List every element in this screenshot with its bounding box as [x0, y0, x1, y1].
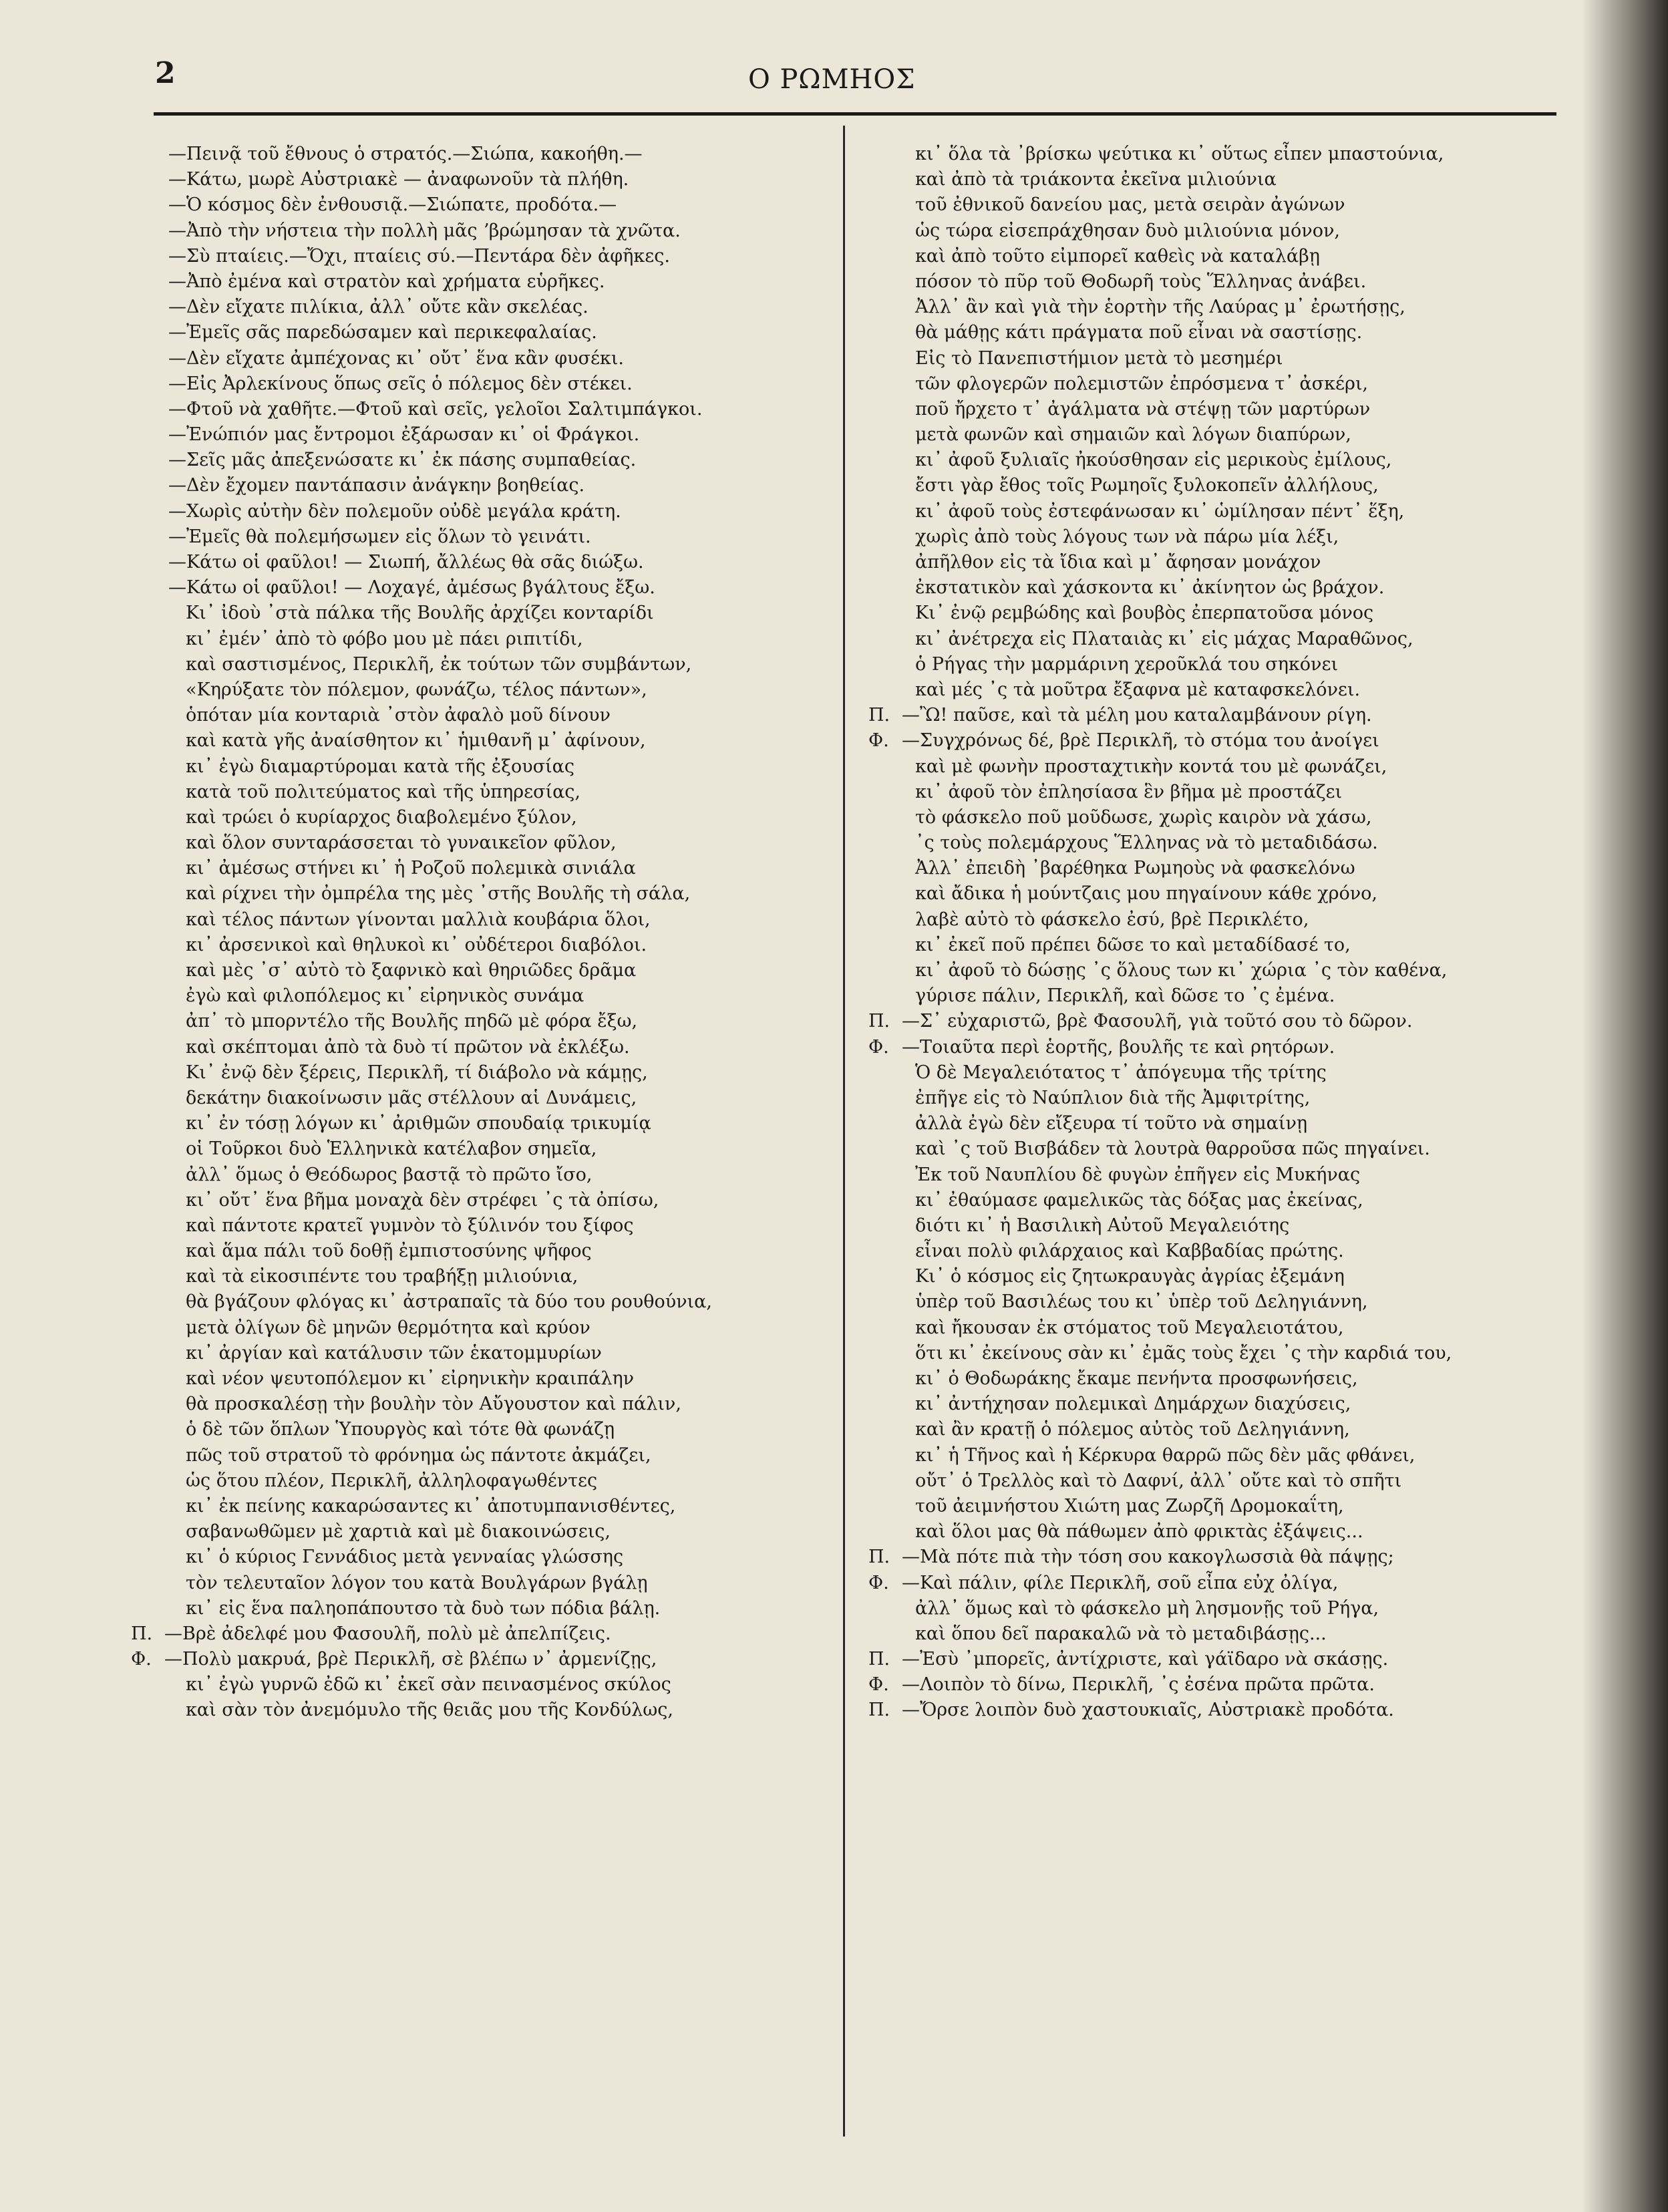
speaker-label: Π.: [131, 1623, 153, 1644]
verse-text: κι᾽ ἐκ πείνης κακαρώσαντες κι᾽ ἀποτυμπανισθέντες,: [186, 1495, 676, 1517]
verse-line: [131, 1545, 835, 1570]
verse-text: —Καὶ πάλιν, φίλε Περικλῆ, σοῦ εἶπα εὐχ ὀλίγα,: [902, 1572, 1339, 1593]
verse-text: —Σεῖς μᾶς ἀπεξενώσατε κι᾽ ἐκ πάσης συμπαθείας.: [168, 450, 637, 471]
verse-text: —Ὁ κόσμος δὲν ἐνθουσιᾷ.—Σιώπατε, προδότα.—: [168, 194, 617, 216]
verse-text: —Φτοῦ νὰ χαθῆτε.—Φτοῦ καὶ σεῖς, γελοῖοι Σαλτιμπάγκοι.: [168, 398, 703, 420]
verse-line: [868, 627, 1556, 652]
verse-text: —Εἰς Ἀρλεκίνους ὅπως σεῖς ὁ πόλεμος δὲν στέκει.: [168, 373, 633, 394]
verse-line: [868, 448, 1556, 473]
verse-text: ὅτι κι᾽ ἐκείνους σὰν κι᾽ ἐμᾶς τοὺς ἔχει ᾽ς τὴν καρδιά του,: [915, 1342, 1452, 1364]
verse-text: κι᾽ ἀφοῦ τὸν ἐπλησίασα ἓν βῆμα μὲ προστάζει: [915, 781, 1343, 802]
verse-line: [131, 1136, 835, 1162]
verse-text: —Δὲν εἴχατε ἀμπέχονας κι᾽ οὔτ᾽ ἕνα κἂν φυσέκι.: [168, 347, 624, 369]
verse-text: καὶ μές ᾽ς τὰ μοῦτρα ἔξαφνα μὲ καταφσκελόνει.: [915, 679, 1361, 700]
verse-line: [131, 1239, 835, 1264]
verse-line: [131, 830, 835, 856]
right-column: [868, 142, 1556, 1724]
verse-text: ὡς ὅτου πλέον, Περικλῆ, ἀλληλοφαγωθέντες: [186, 1470, 598, 1491]
verse-line: [131, 499, 835, 524]
verse-line: [868, 677, 1556, 703]
speaker-label: Π.: [868, 1700, 890, 1721]
page-number: 2: [155, 56, 176, 90]
verse-line: [131, 524, 835, 550]
verse-line: [868, 218, 1556, 244]
verse-line: [131, 1009, 835, 1034]
verse-text: Ὁ δὲ Μεγαλειότατος τ᾽ ἀπόγευμα τῆς τρίτης: [915, 1062, 1327, 1083]
verse-text: ὁπόταν μία κονταριὰ ᾽στὸν ἀφαλὸ μοῦ δίνουν: [186, 705, 611, 726]
verse-line: [131, 1162, 835, 1188]
verse-line: [868, 295, 1556, 320]
verse-text: καὶ τρώει ὁ κυρίαρχος διαβολεμένο ξύλον,: [186, 806, 577, 828]
verse-text: —Ἀπὸ ἐμένα καὶ στρατὸν καὶ χρήματα εὑρῆκες.: [168, 271, 605, 292]
verse-text: —Ὄρσε λοιπὸν δυὸ χαστουκιαῖς, Αὐστριακὲ προδότα.: [902, 1700, 1394, 1721]
verse-text: κι᾽ ἐμέν᾽ ἀπὸ τὸ φόβο μου μὲ πάει ριπιτίδι,: [186, 628, 583, 649]
verse-line: [131, 1494, 835, 1519]
verse-text: κι᾽ ἐγὼ γυρνῶ ἐδῶ κι᾽ ἐκεῖ σὰν πεινασμένος σκύλος: [186, 1674, 671, 1696]
verse-line: [131, 167, 835, 192]
verse-text: τὸν τελευταῖον λόγον του κατὰ Βουλγάρων βγάλῃ: [186, 1572, 648, 1593]
verse-line: [868, 652, 1556, 677]
verse-line: [131, 1111, 835, 1136]
verse-line: [868, 346, 1556, 371]
verse-line: [131, 371, 835, 397]
verse-text: καὶ ἂν κρατῇ ὁ πόλεμος αὐτὸς τοῦ Δεληγιάννη,: [915, 1419, 1350, 1440]
verse-text: ὁ δὲ τῶν ὅπλων Ὑπουργὸς καὶ τότε θὰ φωνάζῃ: [186, 1419, 615, 1440]
verse-text: —Ἐσὺ ᾽μπορεῖς, ἀντίχριστε, καὶ γάϊδαρο νὰ σκάσῃς.: [902, 1649, 1389, 1670]
verse-line: [868, 1188, 1556, 1213]
verse-text: καὶ τέλος πάντων γίνονται μαλλιὰ κουβάρια ὅλοι,: [186, 909, 651, 930]
verse-line: [131, 677, 835, 703]
verse-line: [131, 1341, 835, 1366]
verse-text: κι᾽ ἀντήχησαν πολεμικαὶ Δημάρχων διαχύσεις,: [915, 1394, 1351, 1415]
speaker-label: Φ.: [868, 730, 889, 752]
verse-text: θὰ βγάζουν φλόγας κι᾽ ἀστραπαῖς τὰ δύο του ρουθούνια,: [186, 1291, 712, 1313]
verse-text: —Λοιπὸν τὸ δίνω, Περικλῆ, ᾽ς ἐσένα πρῶτα πρῶτα.: [902, 1674, 1375, 1696]
verse-text: κι᾽ ἡ Τῆνος καὶ ἡ Κέρκυρα θαρρῶ πῶς δὲν μᾶς φθάνει,: [915, 1444, 1415, 1466]
verse-text: —Πεινᾷ τοῦ ἔθνους ὁ στρατός.—Σιώπα, κακοήθη.—: [168, 144, 643, 164]
verse-text: κι᾽ ἐθαύμασε φαμελικῶς τὰς δόξας μας ἐκείνας,: [915, 1189, 1363, 1211]
verse-line: [131, 422, 835, 448]
verse-text: καὶ σκέπτομαι ἀπὸ τὰ δυὸ τί πρῶτον νὰ ἐκλέξω.: [186, 1036, 630, 1058]
verse-text: —Πολὺ μακρυά, βρὲ Περικλῆ, σὲ βλέπω ν᾽ ἀρμενίζῃς,: [164, 1649, 657, 1670]
verse-text: Κι᾽ ἰδοὺ ᾽στὰ πάλκα τῆς Βουλῆς ἀρχίζει κονταρίδι: [186, 603, 654, 624]
verse-text: καὶ ἅμα πάλι τοῦ δοθῇ ἐμπιστοσύνης ψῆφος: [186, 1241, 592, 1262]
verse-line: [131, 1672, 835, 1698]
verse-line: [868, 1086, 1556, 1111]
verse-line: [868, 728, 1556, 754]
verse-line: [868, 1009, 1556, 1034]
verse-line: [868, 397, 1556, 422]
verse-text: Ἀλλ᾽ ἂν καὶ γιὰ τὴν ἑορτὴν τῆς Λαύρας μ᾽ ἐρωτήσῃς,: [915, 297, 1405, 318]
verse-text: σαβανωθῶμεν μὲ χαρτιὰ καὶ μὲ διακοινώσεις,: [186, 1521, 611, 1543]
verse-line: [868, 983, 1556, 1009]
verse-line: [868, 1136, 1556, 1162]
verse-text: καὶ ὅλον συνταράσσεται τὸ γυναικεῖον φῦλον,: [186, 832, 617, 854]
verse-line: [868, 1519, 1556, 1545]
verse-text: —Δὲν εἴχατε πιλίκια, ἀλλ᾽ οὔτε κἂν σκελέας.: [168, 297, 589, 318]
verse-line: [868, 805, 1556, 830]
verse-text: Ἐκ τοῦ Ναυπλίου δὲ φυγὼν ἐπῆγεν εἰς Μυκήνας: [915, 1164, 1361, 1185]
verse-text: —Ὢ! παῦσε, καὶ τὰ μέλη μου καταλαμβάνουν ρίγη.: [902, 705, 1372, 726]
verse-text: Κι᾽ ὁ κόσμος εἰς ζητωκραυγὰς ἀγρίας ἐξεμάνη: [915, 1266, 1345, 1287]
verse-text: πόσον τὸ πῦρ τοῦ Θοδωρῆ τοὺς Ἕλληνας ἀνάβει.: [915, 271, 1367, 292]
verse-line: [868, 473, 1556, 498]
verse-line: [868, 1341, 1556, 1366]
verse-line: [868, 958, 1556, 983]
verse-text: κι᾽ εἰς ἕνα παληοπάπουτσο τὰ δυὸ των πόδια βάλῃ.: [186, 1597, 661, 1619]
verse-text: οἱ Τοῦρκοι δυὸ Ἑλληνικὰ κατέλαβον σημεῖα,: [186, 1138, 597, 1160]
verse-text: —Χωρὶς αὐτὴν δὲν πολεμοῦν οὐδὲ μεγάλα κράτη.: [168, 500, 621, 522]
verse-line: [131, 1519, 835, 1545]
verse-line: [868, 269, 1556, 295]
verse-line: [868, 1698, 1556, 1723]
verse-line: [868, 1672, 1556, 1698]
verse-text: εἶναι πολὺ φιλάρχαιος καὶ Καββαδίας πρώτης.: [915, 1241, 1344, 1262]
verse-line: [868, 1392, 1556, 1417]
verse-line: [131, 805, 835, 830]
verse-text: ἀπῆλθον εἰς τὰ ἴδια καὶ μ᾽ ἄφησαν μονάχον: [915, 552, 1321, 573]
verse-text: —Βρὲ ἀδελφέ μου Φασουλῆ, πολὺ μὲ ἀπελπίζεις.: [164, 1623, 611, 1644]
verse-text: ἀπ᾽ τὸ μπορντέλο τῆς Βουλῆς πηδῶ μὲ φόρα ἔξω,: [186, 1011, 638, 1032]
verse-text: καὶ ἀπὸ τὰ τριάκοντα ἐκεῖνα μιλιούνια: [915, 169, 1277, 190]
speaker-label: Φ.: [868, 1572, 889, 1593]
verse-text: μετὰ ὀλίγων δὲ μηνῶν θερμότητα καὶ κρύον: [186, 1317, 591, 1338]
verse-text: κι᾽ ἀρσενικοὶ καὶ θηλυκοὶ κι᾽ οὐδέτεροι διαβόλοι.: [186, 934, 647, 955]
verse-text: Κι᾽ ἐνῷ ρεμβώδης καὶ βουβὸς ἐπερπατοῦσα μόνος: [915, 603, 1374, 624]
verse-line: [131, 1366, 835, 1392]
verse-line: [868, 371, 1556, 397]
verse-line: [868, 422, 1556, 448]
verse-line: [868, 703, 1556, 728]
verse-line: [131, 856, 835, 881]
verse-text: καὶ σὰν τὸν ἀνεμόμυλο τῆς θειᾶς μου τῆς Κονδύλως,: [186, 1700, 674, 1721]
verse-line: [131, 397, 835, 422]
speaker-label: Φ.: [868, 1036, 889, 1058]
verse-text: κι᾽ ἀμέσως στήνει κι᾽ ἡ Ροζοῦ πολεμικὰ σινιάλα: [186, 858, 636, 879]
verse-line: [131, 1035, 835, 1060]
verse-line: [868, 320, 1556, 345]
verse-line: [131, 627, 835, 652]
verse-text: —Κάτω οἱ φαῦλοι! — Λοχαγέ, ἀμέσως βγάλτους ἔξω.: [168, 577, 655, 599]
verse-text: ὡς τώρα εἰσεπράχθησαν δυὸ μιλιούνια μόνον,: [915, 220, 1340, 241]
verse-text: κι᾽ ἀφοῦ τὸ δώσῃς ᾽ς ὅλους των κι᾽ χώρια ᾽ς τὸν καθένα,: [915, 960, 1448, 981]
verse-text: καὶ ᾽ς τοῦ Βισβάδεν τὰ λουτρὰ θαρροῦσα πῶς πηγαίνει.: [915, 1138, 1430, 1160]
verse-text: ἀλλ᾽ ὅμως καὶ τὸ φάσκελο μὴ λησμονῇς τοῦ Ρήγα,: [915, 1597, 1379, 1619]
verse-line: [131, 728, 835, 754]
verse-text: ἐπῆγε εἰς τὸ Ναύπλιον διὰ τῆς Ἀμφιτρίτης,: [915, 1087, 1311, 1108]
verse-text: —Σὺ πταίεις.—Ὄχι, πταίεις σύ.—Πεντάρα δὲν ἀφῆκες.: [168, 245, 670, 267]
verse-text: κι᾽ ἀφοῦ ξυλιαῖς ἠκούσθησαν εἰς μερικοὺς ἐμίλους,: [915, 450, 1392, 471]
verse-text: —Κάτω οἱ φαῦλοι! — Σιωπή, ἄλλέως θὰ σᾶς διώξω.: [168, 552, 644, 573]
verse-line: [131, 218, 835, 244]
verse-line: [131, 1443, 835, 1468]
verse-line: [131, 754, 835, 780]
column-divider: [843, 126, 845, 2137]
verse-line: [868, 1111, 1556, 1136]
verse-text: τῶν φλογερῶν πολεμιστῶν ἐπρόσμενα τ᾽ ἀσκέρι,: [915, 373, 1368, 394]
verse-text: χωρὶς ἀπὸ τοὺς λόγους των νὰ πάρω μία λέξι,: [915, 526, 1339, 547]
verse-text: καὶ μὲς ᾽σ᾽ αὐτὸ τὸ ξαφνικὸ καὶ θηριῶδες δρᾶμα: [186, 960, 637, 981]
verse-text: τοῦ ἀειμνήστου Χιώτη μας Ζωρζῆ Δρομοκαΐτη,: [915, 1495, 1344, 1517]
verse-text: κι᾽ ἐν τόσῃ λόγων κι᾽ ἀριθμῶν σπουδαίᾳ τρικυμίᾳ: [186, 1113, 651, 1134]
verse-text: —Κάτω, μωρὲ Αὐστριακὲ — ἀναφωνοῦν τὰ πλήθη.: [168, 169, 629, 190]
left-column: [131, 142, 835, 1724]
verse-text: καὶ τὰ εἰκοσιπέντε του τραβήξῃ μιλιούνια,: [186, 1266, 578, 1287]
verse-text: πῶς τοῦ στρατοῦ τὸ φρόνημα ὡς πάντοτε ἀκμάζει,: [186, 1444, 651, 1466]
verse-text: δεκάτην διακοίνωσιν μᾶς στέλλουν αἱ Δυνάμεις,: [186, 1087, 637, 1108]
verse-line: [868, 575, 1556, 601]
verse-text: Εἰς τὸ Πανεπιστήμιον μετὰ τὸ μεσημέρι: [915, 347, 1283, 369]
verse-line: [868, 1035, 1556, 1060]
verse-line: [868, 1060, 1556, 1086]
speaker-label: Φ.: [868, 1674, 889, 1696]
verse-text: —Ἐνώπιόν μας ἔντρομοι ἐξάρωσαν κι᾽ οἱ Φράγκοι.: [168, 424, 640, 446]
verse-text: καὶ ἤκουσαν ἐκ στόματος τοῦ Μεγαλειοτάτου,: [915, 1317, 1344, 1338]
verse-line: [131, 473, 835, 498]
verse-line: [131, 192, 835, 218]
verse-text: καὶ μὲ φωνὴν προσταχτικὴν κοντά του μὲ φωνάζει,: [915, 756, 1387, 777]
verse-text: τὸ φάσκελο ποῦ μοῦδωσε, χωρὶς καιρὸν νὰ χάσω,: [915, 806, 1372, 828]
verse-line: [868, 1417, 1556, 1442]
verse-line: [868, 601, 1556, 626]
verse-text: —Σ᾽ εὐχαριστῶ, βρὲ Φασουλῆ, γιὰ τοῦτό σου τὸ δῶρον.: [902, 1011, 1413, 1032]
verse-line: [131, 550, 835, 575]
verse-line: [131, 1086, 835, 1111]
verse-text: κι᾽ ὁ κύριος Γεννάδιος μετὰ γενναίας γλώσσης: [186, 1547, 624, 1568]
verse-text: διότι κι᾽ ἡ Βασιλικὴ Αὐτοῦ Μεγαλειότης: [915, 1215, 1290, 1236]
verse-text: —Συγχρόνως δέ, βρὲ Περικλῆ, τὸ στόμα του ἀνοίγει: [902, 730, 1379, 752]
speaker-label: Π.: [868, 1649, 890, 1670]
verse-line: [131, 780, 835, 805]
verse-line: [131, 1621, 835, 1647]
verse-text: κι᾽ ἐγὼ διαμαρτύρομαι κατὰ τῆς ἐξουσίας: [186, 756, 575, 777]
verse-line: [131, 1213, 835, 1239]
verse-text: ἐγὼ καὶ φιλοπόλεμος κι᾽ εἰρηνικὸς συνάμα: [186, 985, 585, 1007]
masthead-title: Ο ΡΩΜΗΟΣ: [748, 64, 916, 95]
verse-text: ὑπὲρ τοῦ Βασιλέως του κι᾽ ὑπὲρ τοῦ Δεληγιάννη,: [915, 1291, 1368, 1313]
binding-shadow: [1581, 0, 1668, 2212]
verse-text: Κι᾽ ἐνῷ δὲν ξέρεις, Περικλῆ, τί διάβολο νὰ κάμῃς,: [186, 1062, 648, 1083]
verse-line: [131, 933, 835, 958]
verse-line: [131, 244, 835, 269]
verse-line: [868, 1366, 1556, 1392]
verse-line: [868, 1443, 1556, 1468]
verse-text: λαβὲ αὐτὸ τὸ φάσκελο ἐσύ, βρὲ Περικλέτο,: [915, 909, 1309, 930]
verse-text: κι᾽ ἀνέτρεχα εἰς Πλαταιὰς κι᾽ εἰς μάχας Μαραθῶνος,: [915, 628, 1413, 649]
verse-text: οὔτ᾽ ὁ Τρελλὸς καὶ τὸ Δαφνί, ἀλλ᾽ οὔτε καὶ τὸ σπῆτι: [915, 1470, 1402, 1491]
speaker-label: Π.: [868, 1011, 890, 1032]
verse-line: [131, 320, 835, 345]
verse-line: [131, 1571, 835, 1596]
verse-line: [868, 1494, 1556, 1519]
verse-line: [131, 295, 835, 320]
verse-text: ἀλλὰ ἐγὼ δὲν εἴξευρα τί τοῦτο νὰ σημαίνῃ: [915, 1113, 1308, 1134]
verse-line: [868, 550, 1556, 575]
verse-text: Ἀλλ᾽ ἐπειδὴ ᾽βαρέθηκα Ρωμηοὺς νὰ φασκελόνω: [915, 858, 1355, 879]
verse-line: [868, 1647, 1556, 1672]
verse-line: [868, 1264, 1556, 1289]
verse-line: [131, 1468, 835, 1494]
verse-line: [131, 1188, 835, 1213]
verse-line: [868, 1239, 1556, 1264]
verse-line: [868, 881, 1556, 907]
header-rule: [154, 112, 1556, 116]
verse-text: κι᾽ ἀργίαν καὶ κατάλυσιν τῶν ἑκατομμυρίων: [186, 1342, 602, 1364]
verse-text: θὰ προσκαλέσῃ τὴν βουλὴν τὸν Αὔγουστον καὶ πάλιν,: [186, 1394, 681, 1415]
verse-text: ᾽ς τοὺς πολεμάρχους Ἕλληνας νὰ τὸ μεταδιδάσω.: [915, 832, 1378, 854]
verse-text: κι᾽ ὁ Θοδωράκης ἔκαμε πενήντα προσφωνήσεις,: [915, 1368, 1358, 1389]
verse-text: καὶ ὅλοι μας θὰ πάθωμεν ἀπὸ φρικτὰς ἐξάψεις...: [915, 1521, 1363, 1543]
verse-text: ποῦ ἤρχετο τ᾽ ἀγάλματα νὰ στέψῃ τῶν μαρτύρων: [915, 398, 1371, 420]
verse-line: [868, 1571, 1556, 1596]
verse-line: [131, 1698, 835, 1723]
verse-text: τοῦ ἐθνικοῦ δανείου μας, μετὰ σειρὰν ἀγώνων: [915, 194, 1345, 216]
verse-text: —Ἐμεῖς σᾶς παρεδώσαμεν καὶ περικεφαλαίας.: [168, 322, 597, 343]
verse-line: [868, 192, 1556, 218]
verse-line: [868, 856, 1556, 881]
verse-line: [131, 1596, 835, 1621]
verse-text: —Ἐμεῖς θὰ πολεμήσωμεν εἰς ὅλων τὸ γεινάτι.: [168, 526, 591, 547]
verse-line: [131, 983, 835, 1009]
verse-line: [868, 1162, 1556, 1188]
verse-line: [131, 142, 835, 167]
verse-line: [131, 1315, 835, 1341]
verse-line: [868, 1468, 1556, 1494]
verse-text: γύρισε πάλιν, Περικλῆ, καὶ δῶσε το ᾽ς ἐμένα.: [915, 985, 1335, 1007]
verse-text: ἐκστατικὸν καὶ χάσκοντα κι᾽ ἀκίνητον ὡς βράχον.: [915, 577, 1385, 599]
verse-line: [131, 1647, 835, 1672]
verse-text: καὶ ρίχνει τὴν ὀμπρέλα της μὲς ᾽στῆς Βουλῆς τὴ σάλα,: [186, 883, 691, 905]
verse-line: [131, 1060, 835, 1086]
verse-text: κι᾽ ἐκεῖ ποῦ πρέπει δῶσε το καὶ μεταδίδασέ το,: [915, 934, 1351, 955]
verse-line: [131, 881, 835, 907]
verse-text: καὶ σαστισμένος, Περικλῆ, ἐκ τούτων τῶν συμβάντων,: [186, 653, 692, 675]
verse-line: [131, 1289, 835, 1315]
verse-text: κι᾽ ἀφοῦ τοὺς ἐστεφάνωσαν κι᾽ ὡμίλησαν πέντ᾽ ἕξη,: [915, 500, 1405, 522]
verse-line: [131, 907, 835, 933]
verse-line: [868, 142, 1556, 167]
verse-line: [868, 1213, 1556, 1239]
verse-text: ὁ Ρήγας τὴν μαρμάρινη χεροῦκλά του σηκόνει: [915, 653, 1339, 675]
verse-text: —Δὲν ἔχομεν παντάπασιν ἀνάγκην βοηθείας.: [168, 475, 585, 496]
verse-line: [131, 269, 835, 295]
verse-line: [868, 754, 1556, 780]
verse-line: [131, 1392, 835, 1417]
verse-text: κι᾽ ὅλα τὰ ᾽βρίσκω ψεύτικα κι᾽ οὕτως εἶπεν μπαστούνια,: [915, 144, 1444, 164]
verse-text: καὶ κατὰ γῆς ἀναίσθητον κι᾽ ἡμιθανῆ μ᾽ ἀφίνουν,: [186, 730, 646, 752]
verse-line: [131, 346, 835, 371]
verse-text: καὶ ἀπὸ τοῦτο εἰμπορεῖ καθεὶς νὰ καταλάβῃ: [915, 245, 1320, 267]
verse-text: «Κηρύξατε τὸν πόλεμον, φωνάζω, τέλος πάντων»,: [186, 679, 647, 700]
speaker-label: Π.: [868, 1547, 890, 1568]
verse-text: καὶ πάντοτε κρατεῖ γυμνὸν τὸ ξύλινόν του ξίφος: [186, 1215, 634, 1236]
verse-text: μετὰ φωνῶν καὶ σημαιῶν καὶ λόγων διαπύρων,: [915, 424, 1351, 446]
verse-line: [131, 1264, 835, 1289]
verse-text: ἔστι γὰρ ἔθος τοῖς Ρωμηοῖς ξυλοκοπεῖν ἀλλήλους,: [915, 475, 1379, 496]
verse-line: [868, 933, 1556, 958]
verse-line: [131, 601, 835, 626]
speaker-label: Π.: [868, 705, 890, 726]
verse-line: [131, 958, 835, 983]
speaker-label: Φ.: [131, 1649, 152, 1670]
verse-text: κι᾽ οὔτ᾽ ἕνα βῆμα μοναχὰ δὲν στρέφει ᾽ς τὰ ὀπίσω,: [186, 1189, 659, 1211]
verse-text: καὶ ἄδικα ἡ μούντζαις μου πηγαίνουν κάθε χρόνο,: [915, 883, 1377, 905]
verse-line: [868, 907, 1556, 933]
verse-line: [131, 1417, 835, 1442]
verse-line: [131, 575, 835, 601]
verse-line: [868, 780, 1556, 805]
verse-text: ἀλλ᾽ ὅμως ὁ Θεόδωρος βαστᾷ τὸ πρῶτο ἴσο,: [186, 1164, 593, 1185]
verse-text: κατὰ τοῦ πολιτεύματος καὶ τῆς ὑπηρεσίας,: [186, 781, 581, 802]
verse-line: [868, 1289, 1556, 1315]
verse-line: [131, 652, 835, 677]
verse-line: [868, 1315, 1556, 1341]
verse-line: [868, 244, 1556, 269]
verse-line: [868, 830, 1556, 856]
verse-line: [868, 524, 1556, 550]
verse-line: [131, 448, 835, 473]
verse-text: —Ἀπὸ τὴν νήστεια τὴν πολλὴ μᾶς ʼβρώμησαν τὰ χνῶτα.: [168, 220, 681, 241]
verse-line: [868, 1596, 1556, 1621]
verse-line: [868, 499, 1556, 524]
verse-text: καὶ νέον ψευτοπόλεμον κι᾽ εἰρηνικὴν κραιπάλην: [186, 1368, 635, 1389]
verse-line: [131, 703, 835, 728]
verse-text: —Μὰ πότε πιὰ τὴν τόση σου κακογλωσσιὰ θὰ πάψῃς;: [902, 1547, 1394, 1568]
verse-text: —Τοιαῦτα περὶ ἑορτῆς, βουλῆς τε καὶ ρητόρων.: [902, 1036, 1335, 1058]
verse-text: θὰ μάθῃς κάτι πράγματα ποῦ εἶναι νὰ σαστίσῃς.: [915, 322, 1363, 343]
verse-line: [868, 167, 1556, 192]
verse-line: [868, 1545, 1556, 1570]
verse-line: [868, 1621, 1556, 1647]
verse-text: καὶ ὅπου δεῖ παρακαλῶ νὰ τὸ μεταδιβάσῃς...: [915, 1623, 1327, 1644]
